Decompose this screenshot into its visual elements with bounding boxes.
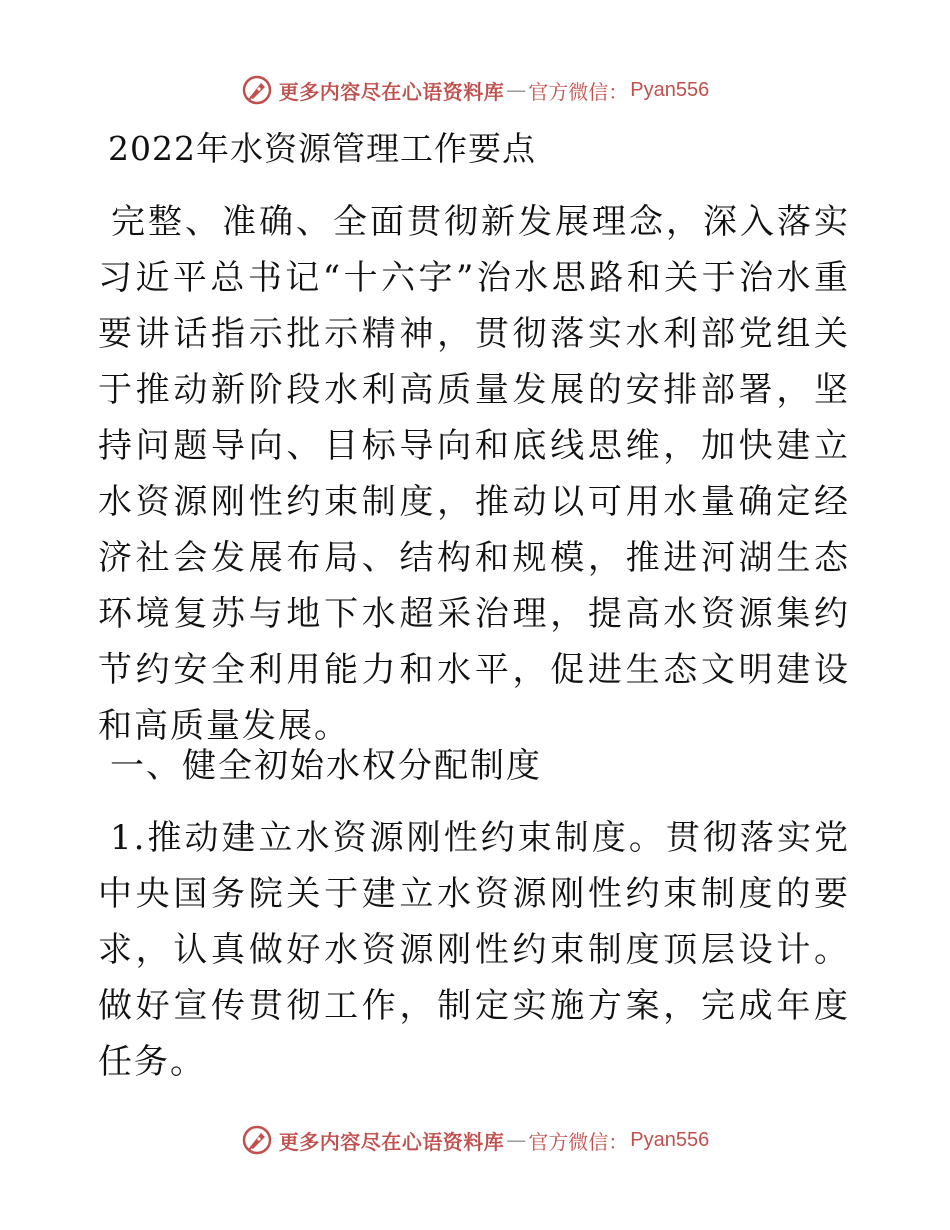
watermark-main-text: 更多内容尽在心语资料库 — [278, 79, 505, 104]
section-heading — [98, 738, 850, 794]
item-paragraph-text: 1.推动建立水资源刚性约束制度。贯彻落实党中央国务院关于建立水资源刚性约束制度的要求，认真做好水资源刚性约束制度顶层设计。做好宣传贯彻工作，制定实施方案，完成年度任务。 — [98, 818, 850, 1082]
watermark-sub-text: 官方微信： — [528, 79, 629, 104]
watermark-separator: — — [506, 1128, 527, 1152]
watermark-wechat-id: Pyan556 — [630, 1128, 710, 1151]
intro-paragraph-text: 完整、准确、全面贯彻新发展理念，深入落实习近平总书记“十六字”治水思路和关于治水重要讲话指示批示精神，贯彻落实水利部党组关于推动新阶段水利高质量发展的安排部署，坚持问题导向、目标导向和底线思维，加快建立水资源刚性约束制度，推动以可用水量确定经济社会发展布局、结构和规模，推进河湖生态环境复苏与地下水超采治理，提高水资源集约节约安全利用能力和水平，促进生态文明建设和高质量发展。 — [98, 202, 850, 746]
watermark-separator: — — [506, 78, 527, 102]
section-heading-text: 一、健全初始水权分配制度 — [110, 746, 542, 786]
item-paragraph — [98, 810, 850, 1090]
pen-nib-logo-icon — [241, 1124, 273, 1156]
watermark-header — [0, 70, 950, 110]
watermark-sub-text: 官方微信： — [528, 1129, 629, 1154]
watermark-wechat-id: Pyan556 — [630, 78, 710, 101]
watermark-footer — [0, 1120, 950, 1160]
intro-paragraph — [98, 194, 850, 754]
pen-nib-logo-icon — [241, 74, 273, 106]
watermark-main-text: 更多内容尽在心语资料库 — [278, 1129, 505, 1154]
document-title: 2022年水资源管理工作要点 — [108, 129, 536, 168]
